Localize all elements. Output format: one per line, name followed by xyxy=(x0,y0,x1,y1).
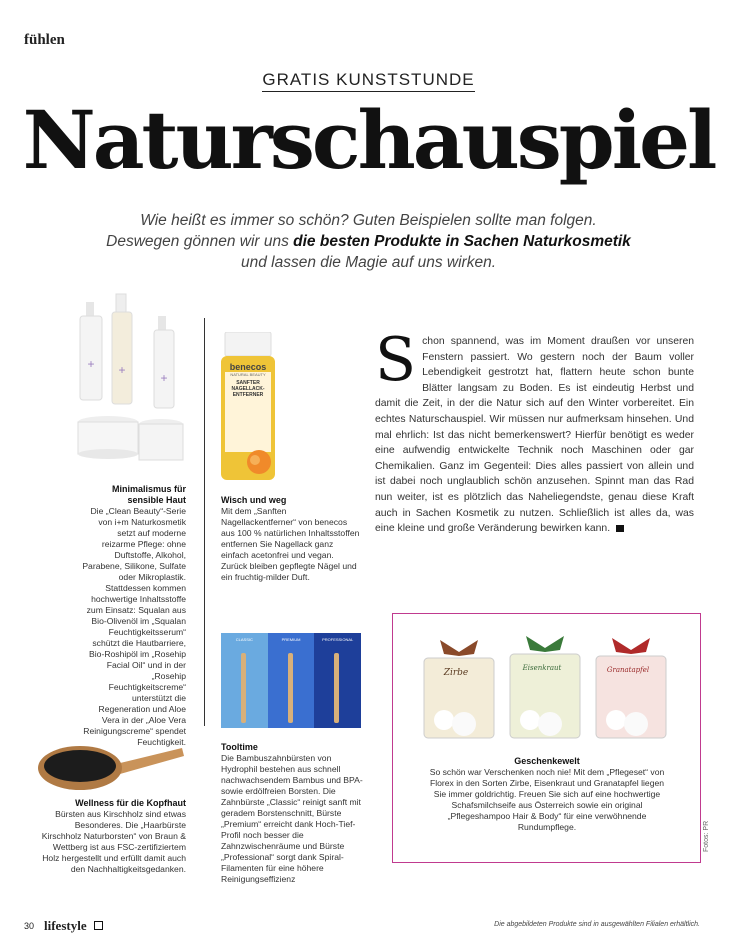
svg-text:+: + xyxy=(118,363,126,377)
toothbrush-label-classic: CLASSIC xyxy=(235,637,253,642)
brand-logo-icon xyxy=(94,921,103,930)
page-number: 30 xyxy=(24,921,35,931)
article-body xyxy=(375,325,694,537)
lead-line-1: Wie heißt es immer so schön? Guten Beispielen sollte man folgen. xyxy=(140,212,597,229)
benecos-remover-image xyxy=(219,332,277,482)
toothbrush-label-professional: PROFESSIONAL xyxy=(322,637,354,642)
caption-wisch xyxy=(221,495,361,583)
benecos-product: SANFTER NAGELLACK-ENTFERNER xyxy=(231,380,265,398)
gift-set-label-1: Zirbe xyxy=(443,668,469,678)
benecos-label xyxy=(225,362,271,398)
caption-geschenk-text: So schön war Verschenken noch nie! Mit dem „Pflegeset“ von Florex in den Sorten Zirbe, Eisenkraut und Granatapfel liegen Sie immer goldrichtig. Freuen Sie sich auf eine hochwertige Schafsmilchseife aus Österreich sowie ein original „Pflegeshampoo Hair & Body“ für eine verwöhnende Rundumpflege. xyxy=(429,767,665,832)
caption-wellness-text: Bürsten aus Kirschholz sind etwas Besonderes. Die „Haarbürste Kirschholz Naturborsten“ von Braun & Wettberg ist aus FSC-zertifiziertem Holz hergestellt und erfüllt damit auch den Nachhaltigkeitsgedanken. xyxy=(41,809,186,874)
lead-line-2 xyxy=(40,231,697,252)
lead-line-3: und lassen die Magie auf uns wirken. xyxy=(240,254,497,271)
caption-minimalismus xyxy=(82,484,186,748)
caption-wellness-title: Wellness für die Kopfhaut xyxy=(75,798,186,808)
dropcap: S xyxy=(375,325,417,395)
headline: Naturschauspiel xyxy=(22,93,715,187)
article-body-text: chon spannend, was im Moment draußen vor unseren Fenstern passiert. Wo gestern noch der Baum voller Lebendigkeit gestrotzt hat, flattern heute schon bunte Blätter langsam zu Boden. Es ist eindeutig Herbst und damit die Zeit, in der die Natur sich auf den Winter vorbereitet. Ein echtes Naturschauspiel. Wir müssen nur aufmerksam hinsehen. Und mal ehrlich: Ist das nicht bemerkenswert? Hierfür benötigt es weder eine aufwendig entwickelte Technik noch Maschinen oder gar Chemikalien. Ganz im Gegenteil: Dies alles passiert von allein und ist dabei noch unglaublich schön anzusehen. Spinnt man das Rad nun weiter, ist es plötzlich das Naheliegendste, genau diese Kraft auch in Sachen Kosmetik zu nutzen. Schließlich ist alles da, was eine kleine und große Veränderung bewirken kann. xyxy=(375,336,694,535)
svg-text:+: + xyxy=(87,357,95,371)
lead-emphasis: die besten Produkte in Sachen Naturkosmetik xyxy=(293,233,631,250)
section-tag: fühlen xyxy=(24,32,65,48)
benecos-brand: benecos xyxy=(229,362,267,372)
toothbrush-panel-classic xyxy=(221,633,268,728)
gift-set-label-3: Granatapfel xyxy=(606,666,650,674)
toothbrush-panel-premium xyxy=(268,633,315,728)
caption-minimalismus-title: Minimalismus für sensible Haut xyxy=(111,484,186,505)
caption-tooltime-text: Die Bambuszahnbürsten von Hydrophil bestehen aus schnell nachwachsendem Bambus und BPA- sowie erdölfreien Borsten. Die Zahnbürste „Classic“ reinigt sanft mit geradem Borstenschnitt, Bürste „Premium“ erreicht dank Hoch-Tief-Profil noch besser die Zahnzwischenräume und Bürste „Professional“ sorgt dank Spiral-Filamenten für eine höhere Reinigungseffizienz xyxy=(221,753,363,884)
end-mark xyxy=(616,525,624,532)
magazine-brand: lifestyle xyxy=(44,918,87,933)
kicker xyxy=(0,70,737,90)
lead-line-2-text: Deswegen gönnen wir uns xyxy=(106,233,294,250)
caption-tooltime xyxy=(221,742,363,885)
caption-wisch-title: Wisch und weg xyxy=(221,495,287,505)
hairbrush-image xyxy=(36,734,186,794)
column-divider xyxy=(204,318,205,726)
photo-credit: Fotos: PR xyxy=(703,820,710,852)
florex-gift-sets-image xyxy=(420,620,670,742)
im-naturkosmetik-products-image xyxy=(76,290,186,475)
toothbrush-label-premium: PREMIUM xyxy=(281,637,301,642)
gift-set-label-2: Eisenkraut xyxy=(522,664,562,672)
caption-geschenk xyxy=(424,756,670,833)
caption-wellness xyxy=(34,798,186,875)
caption-wisch-text: Mit dem „Sanften Nagellackentferner“ von benecos aus 100 % natürlichen Inhaltsstoffen entfernen Sie Nagellack ganz einfach acetonfrei und vegan. Zurück bleiben gepflegte Nägel und ein fruchtig-milder Duft. xyxy=(221,506,360,582)
caption-tooltime-title: Tooltime xyxy=(221,742,258,752)
caption-minimalismus-text: Die „Clean Beauty“-Serie von i+m Naturkosmetik setzt auf moderne reizarme Pflege: ohne Duftstoffe, Alkohol, Parabene, Silikone, Sulfate oder Mikroplastik. Stattdessen kommen hochwertige Inhaltsstoffe zum Einsatz: Squalan aus Bio-Olivenöl im „Squalan Feuchtigkeitsserum“ schützt die Hautbarriere, Bio-Roshipöl im „Rosehip Facial Oil“ und in der „Rosehip Feuchtigkeitscreme“ unterstützt die Regeneration und Aloe Vera in der „Aloe Vera Reinigungscreme“ spendet Feuchtigkeit. xyxy=(82,506,186,747)
caption-geschenk-title: Geschenkewelt xyxy=(514,756,580,766)
svg-text:+: + xyxy=(160,371,168,385)
benecos-sub: NATURAL BEAUTY xyxy=(230,372,266,377)
footer-note: Die abgebildeten Produkte sind in ausgewählten Filialen erhältlich. xyxy=(494,921,700,928)
toothbrush-panel-professional xyxy=(314,633,361,728)
hydrophil-toothbrushes-image xyxy=(221,633,361,728)
lead-paragraph xyxy=(40,210,697,273)
kicker-text: GRATIS KUNSTSTUNDE xyxy=(262,70,474,92)
